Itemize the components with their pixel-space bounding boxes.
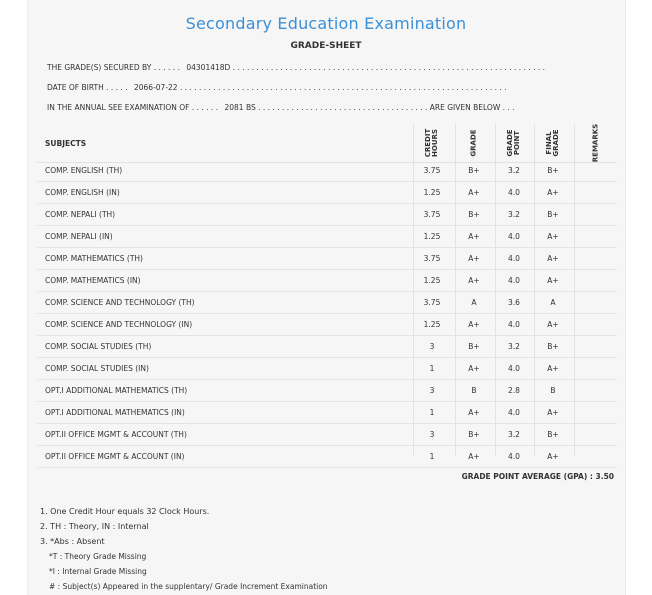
grade-point-cell: 2.8 [508,386,520,395]
credit-hours-cell: 3.75 [423,210,441,219]
grade-cell: A+ [468,364,480,373]
subject-name: COMP. ENGLISH (TH) [45,166,123,175]
final-grade-cell: B+ [547,430,559,439]
table-row [37,270,617,292]
header-grade [456,126,492,160]
final-grade-cell: A+ [547,276,559,285]
grade-cell: A+ [468,254,480,263]
subject-name: OPT.I ADDITIONAL MATHEMATICS (IN) [45,408,185,417]
dob-value: 2066-07-22 [133,83,178,92]
final-grade-cell: B+ [547,342,559,351]
page-subtitle: GRADE-SHEET [290,41,362,51]
table-row [37,160,617,182]
secured-by-label: THE GRADE(S) SECURED BY . . . . . . [47,63,180,72]
grade-point-cell: 4.0 [508,452,520,461]
grade-point-cell: 3.2 [508,166,520,175]
credit-hours-cell: 3 [429,386,435,395]
sub-note-line: *I : Internal Grade Missing [49,567,147,576]
grade-point-cell: 3.2 [508,430,520,439]
credit-hours-cell: 3.75 [423,254,441,263]
table-row [37,292,617,314]
dob-dots: . . . . . . . . . . . . . . . . . . . . . . . . . . . . . . . . . . . . . . . . . . . . . . . . . . . . . . . . . . . . . . . . . . . . . [179,83,507,92]
table-row [37,380,617,402]
secured-by-dots: . . . . . . . . . . . . . . . . . . . . . . . . . . . . . . . . . . . . . . . . . . . . . . . . . . . . . . . . . . . . . . . . . . [232,63,546,72]
header-final-grade [535,126,571,160]
dob-label: DATE OF BIRTH . . . . . [47,83,128,92]
sub-note-line: *T : Theory Grade Missing [49,552,147,561]
credit-hours-cell: 1 [429,452,435,461]
table-row [37,358,617,380]
exam-suffix: ARE GIVEN BELOW . . . [429,103,515,112]
header-final-grade-text: FINAL GRADE [545,129,560,157]
grade-point-cell: 3.2 [508,210,520,219]
final-grade-cell: B [550,386,556,395]
table-row [37,336,617,358]
subject-name: COMP. NEPALI (IN) [45,232,113,241]
notes-section [40,504,328,594]
subject-name: OPT.II OFFICE MGMT & ACCOUNT (TH) [45,430,187,439]
grade-cell: B [471,386,477,395]
subject-name: COMP. ENGLISH (IN) [45,188,120,197]
credit-hours-cell: 1.25 [423,276,441,285]
grade-cell: A+ [468,232,480,241]
header-remarks-text: REMARKS [591,123,600,163]
table-row [37,402,617,424]
credit-hours-cell: 1 [429,364,435,373]
header-grade-text: GRADE [469,129,478,157]
header-credit-hours-text: CREDIT HOURS [424,128,439,158]
header-remarks [578,123,614,163]
grades-table-body [37,160,617,468]
credit-hours-cell: 3 [429,430,435,439]
exam-value: 2081 BS [224,103,256,112]
grade-point-cell: 4.0 [508,364,520,373]
final-grade-cell: A+ [547,232,559,241]
credit-hours-cell: 3 [429,342,435,351]
note-line: 3. *Abs : Absent [40,537,105,546]
header-grade-point [496,126,532,160]
final-grade-cell: A+ [547,364,559,373]
credit-hours-cell: 1.25 [423,320,441,329]
credit-hours-cell: 1.25 [423,188,441,197]
grade-cell: A+ [468,452,480,461]
table-row [37,424,617,446]
final-grade-cell: A+ [547,452,559,461]
final-grade-cell: B+ [547,166,559,175]
subject-name: COMP. SOCIAL STUDIES (IN) [45,364,149,373]
grade-cell: B+ [468,210,480,219]
grade-point-cell: 4.0 [508,276,520,285]
credit-hours-cell: 3.75 [423,166,441,175]
subject-name: COMP. NEPALI (TH) [45,210,116,219]
subject-name: COMP. SCIENCE AND TECHNOLOGY (TH) [45,298,195,307]
grade-cell: A+ [468,408,480,417]
subject-name: COMP. SOCIAL STUDIES (TH) [45,342,152,351]
credit-hours-cell: 3.75 [423,298,441,307]
subject-name: OPT.I ADDITIONAL MATHEMATICS (TH) [45,386,188,395]
subject-name: COMP. MATHEMATICS (IN) [45,276,141,285]
subject-name: COMP. SCIENCE AND TECHNOLOGY (IN) [45,320,193,329]
exam-dots: . . . . . . . . . . . . . . . . . . . . . . . . . . . . . . . . . . . . [258,103,428,112]
grade-cell: B+ [468,430,480,439]
table-header [37,124,617,163]
grade-cell: A+ [468,276,480,285]
credit-hours-cell: 1 [429,408,435,417]
final-grade-cell: A+ [547,188,559,197]
final-grade-cell: A+ [547,408,559,417]
final-grade-cell: B+ [547,210,559,219]
note-line: 2. TH : Theory, IN : Internal [40,522,149,531]
secured-by-value: 04301418D [186,63,231,72]
info-exam [47,103,515,112]
grade-cell: B+ [468,166,480,175]
grade-cell: B+ [468,342,480,351]
credit-hours-cell: 1.25 [423,232,441,241]
table-row [37,314,617,336]
table-row [37,182,617,204]
table-row [37,446,617,468]
grade-point-cell: 4.0 [508,232,520,241]
header-grade-point-text: GRADE POINT [506,129,521,157]
grade-cell: A+ [468,320,480,329]
page-title: Secondary Education Examination [185,14,467,33]
final-grade-cell: A+ [547,320,559,329]
sub-note-line: # : Subject(s) Appeared in the supplentary/ Grade Increment Examination [49,582,328,591]
table-row [37,204,617,226]
header-subjects: SUBJECTS [45,139,87,148]
final-grade-cell: A [550,298,556,307]
grade-point-cell: 4.0 [508,320,520,329]
subject-name: COMP. MATHEMATICS (TH) [45,254,143,263]
grade-point-cell: 3.2 [508,342,520,351]
gpa-summary: GRADE POINT AVERAGE (GPA) : 3.50 [461,472,614,481]
exam-label: IN THE ANNUAL SEE EXAMINATION OF . . . . . . [47,103,219,112]
grade-cell: A [471,298,477,307]
table-row [37,248,617,270]
grade-point-cell: 4.0 [508,188,520,197]
subject-name: OPT.II OFFICE MGMT & ACCOUNT (IN) [45,452,185,461]
info-secured-by [47,63,545,72]
grade-point-cell: 3.6 [508,298,520,307]
grade-point-cell: 4.0 [508,254,520,263]
final-grade-cell: A+ [547,254,559,263]
note-line: 1. One Credit Hour equals 32 Clock Hours. [40,507,210,516]
grade-cell: A+ [468,188,480,197]
table-row [37,226,617,248]
grade-point-cell: 4.0 [508,408,520,417]
header-credit-hours [414,126,450,160]
info-dob [47,83,507,92]
